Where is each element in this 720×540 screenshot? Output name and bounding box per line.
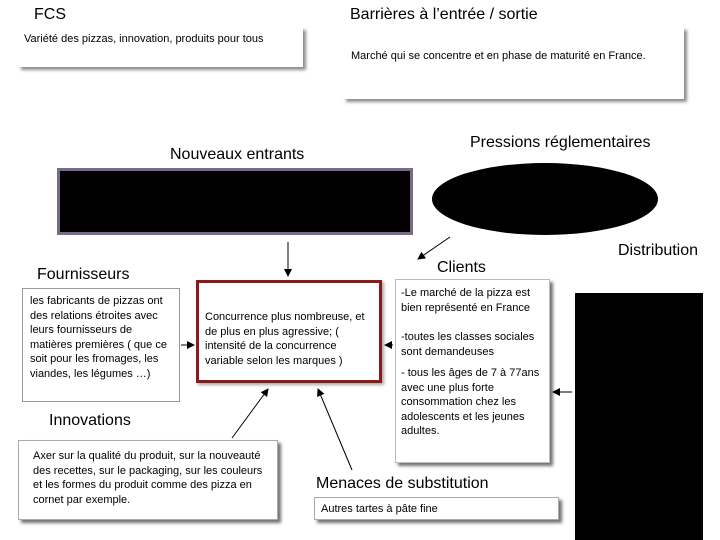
barrieres-text: Marché qui se concentre et en phase de maturité en France.: [351, 50, 646, 62]
innovations-title: Innovations: [49, 412, 131, 429]
fournisseurs-text: les fabricants de pizzas ont des relations étroites avec leurs fournisseurs de matières premières ( que ce soit pour les fromages, les viandes, les légumes …): [30, 295, 167, 380]
barrieres-title: Barrières à l’entrée / sortie: [350, 6, 538, 23]
clients-title: Clients: [437, 259, 486, 276]
innovations-text: Axer sur la qualité du produit, sur la nouveauté des recettes, sur le packaging, sur les couleurs et les formes du produit comme des pizza en cornet par exemple.: [33, 450, 263, 506]
concurrence-text: Concurrence plus nombreuse, et de plus en plus agressive; ( intensité de la concurrence variable selon les marques ): [205, 311, 365, 367]
distribution-title: Distribution: [618, 242, 699, 259]
pressions-title: Pressions réglementaires: [470, 134, 651, 151]
nouveaux-entrants-title: Nouveaux entrants: [170, 146, 305, 163]
clients-line-3: - tous les âges de 7 à 77ans avec une plus forte consommation chez les adolescents et les jeunes adultes.: [401, 367, 540, 437]
menaces-text: Autres tartes à pâte fine: [321, 503, 438, 515]
menaces-title: Menaces de substitution: [316, 475, 489, 492]
arrow-pressions: [418, 237, 450, 259]
clients-line-1: -Le marché de la pizza est bien représenté en France: [401, 287, 531, 314]
arrow-menaces: [318, 389, 352, 470]
arrow-innovations: [232, 389, 268, 438]
clients-line-2: -toutes les classes sociales sont demandeuses: [401, 331, 535, 358]
fcs-title: FCS: [34, 6, 66, 23]
fcs-text: Variété des pizzas, innovation, produits pour tous: [24, 33, 264, 45]
fournisseurs-title: Fournisseurs: [37, 266, 130, 283]
